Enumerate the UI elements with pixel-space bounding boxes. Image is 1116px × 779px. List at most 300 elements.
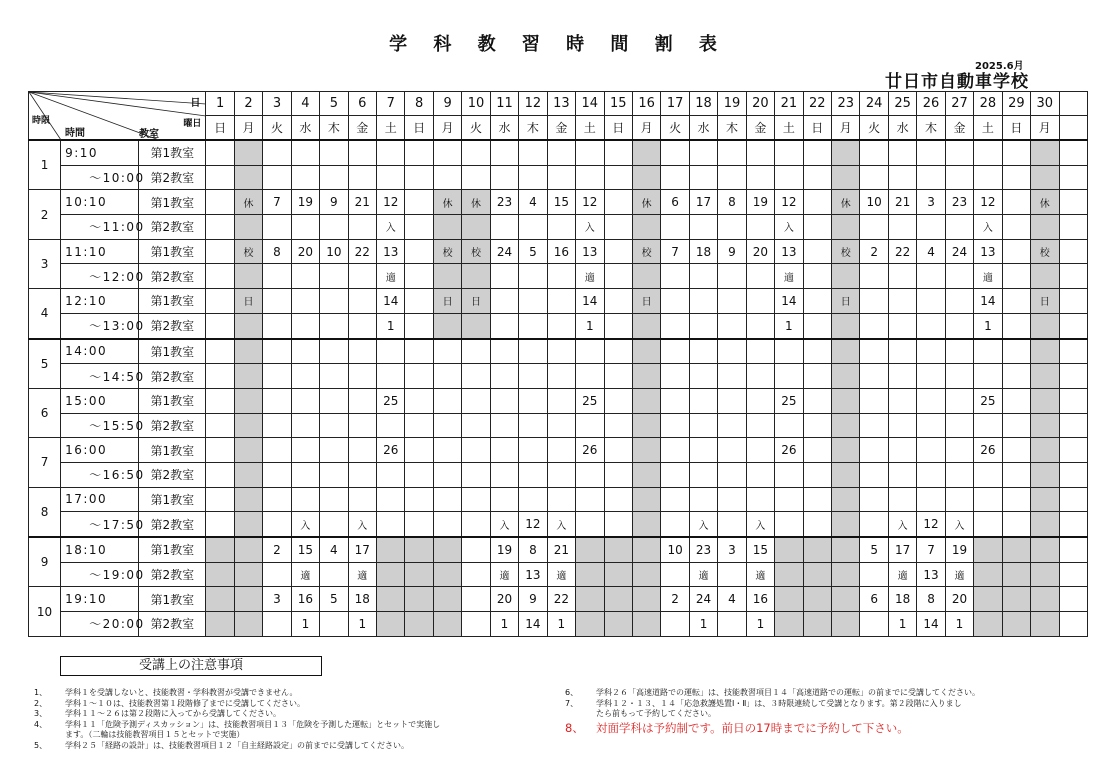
schedule-cell: 18	[348, 587, 376, 612]
empty-cell	[718, 562, 746, 587]
empty-cell	[348, 289, 376, 314]
empty-cell	[604, 239, 632, 264]
schedule-cell: 8	[917, 587, 945, 612]
room-name: 第1教室	[139, 190, 206, 215]
empty-cell	[775, 339, 803, 364]
empty-cell	[974, 165, 1002, 190]
empty-cell	[1002, 587, 1030, 612]
empty-cell	[547, 487, 575, 512]
empty-cell	[490, 215, 518, 240]
empty-cell	[320, 562, 348, 587]
empty-cell	[206, 264, 234, 289]
weekday: 水	[490, 116, 518, 141]
empty-cell	[490, 413, 518, 438]
note-text: 学科２６「高速道路での運転」は、技能教習項目１４「高速道路での運転」の前までに受講してください。	[596, 688, 980, 697]
empty-cell	[604, 313, 632, 338]
day-number: 7	[377, 92, 405, 116]
empty-cell	[888, 364, 916, 389]
note-item	[34, 720, 504, 731]
empty-cell	[661, 562, 689, 587]
empty-cell	[206, 239, 234, 264]
weekday: 日	[1002, 116, 1030, 141]
empty-cell	[1002, 413, 1030, 438]
schedule-cell: 15	[291, 537, 319, 562]
empty-cell	[320, 438, 348, 463]
day-number: 8	[405, 92, 433, 116]
empty-cell	[320, 388, 348, 413]
empty-cell	[377, 339, 405, 364]
empty-cell	[462, 264, 490, 289]
schedule-cell: 13	[377, 239, 405, 264]
schedule-cell: 校	[234, 239, 262, 264]
note-number: 2、	[34, 698, 48, 708]
schedule-cell: 6	[860, 587, 888, 612]
empty-cell	[547, 289, 575, 314]
day-number: 24	[860, 92, 888, 116]
empty-cell	[206, 215, 234, 240]
table-row	[29, 165, 1088, 190]
day-number: 21	[775, 92, 803, 116]
day-number: 14	[576, 92, 604, 116]
schedule-cell: 2	[263, 537, 291, 562]
empty-cell	[547, 339, 575, 364]
room-name: 第2教室	[139, 313, 206, 338]
weekday: 月	[1031, 116, 1059, 141]
empty-cell	[576, 562, 604, 587]
empty-cell	[234, 140, 262, 165]
schedule-cell: 入	[775, 215, 803, 240]
empty-cell	[974, 339, 1002, 364]
empty-cell	[263, 487, 291, 512]
empty-cell	[348, 438, 376, 463]
empty-cell	[1031, 537, 1059, 562]
empty-cell	[1059, 438, 1088, 463]
time-end: ～15:50	[61, 413, 139, 438]
period-number: 7	[29, 438, 61, 487]
table-row	[29, 289, 1088, 314]
day-number: 10	[462, 92, 490, 116]
note-text: 学科１１～２６は第２段階に入ってから受講してください。	[65, 709, 281, 718]
schedule-cell: 14	[519, 612, 547, 637]
empty-cell	[746, 462, 774, 487]
empty-cell	[832, 339, 860, 364]
empty-cell	[519, 438, 547, 463]
schedule-cell: 9	[519, 587, 547, 612]
empty-cell	[661, 512, 689, 537]
note-item	[565, 709, 1055, 720]
empty-cell	[547, 264, 575, 289]
empty-cell	[718, 313, 746, 338]
schedule-cell: 14	[775, 289, 803, 314]
schedule-cell: 13	[519, 562, 547, 587]
schedule-cell: 4	[917, 239, 945, 264]
empty-cell	[1031, 165, 1059, 190]
empty-cell	[945, 140, 973, 165]
note-number: 7、	[565, 698, 579, 708]
empty-cell	[206, 313, 234, 338]
empty-cell	[689, 140, 717, 165]
schedule-cell: 16	[547, 239, 575, 264]
empty-cell	[377, 462, 405, 487]
empty-cell	[576, 587, 604, 612]
empty-cell	[661, 289, 689, 314]
schedule-cell: 12	[775, 190, 803, 215]
period-number: 8	[29, 487, 61, 537]
empty-cell	[576, 537, 604, 562]
empty-cell	[945, 215, 973, 240]
schedule-cell: 日	[462, 289, 490, 314]
period-number: 1	[29, 140, 61, 190]
empty-cell	[632, 140, 660, 165]
empty-cell	[405, 612, 433, 637]
schedule-cell: 23	[490, 190, 518, 215]
empty-cell	[974, 462, 1002, 487]
empty-cell	[803, 537, 831, 562]
schedule-cell: 入	[888, 512, 916, 537]
empty-cell	[348, 313, 376, 338]
empty-cell	[519, 388, 547, 413]
schedule-cell: 2	[860, 239, 888, 264]
schedule-cell: 21	[888, 190, 916, 215]
empty-cell	[547, 462, 575, 487]
empty-cell	[832, 388, 860, 413]
empty-cell	[945, 339, 973, 364]
empty-cell	[206, 462, 234, 487]
empty-cell	[576, 413, 604, 438]
empty-cell	[803, 413, 831, 438]
empty-cell	[775, 413, 803, 438]
schedule-cell: 4	[519, 190, 547, 215]
time-end: ～16:50	[61, 462, 139, 487]
schedule-cell: 校	[433, 239, 461, 264]
empty-cell	[917, 462, 945, 487]
empty-cell	[945, 413, 973, 438]
empty-cell	[604, 364, 632, 389]
empty-cell	[832, 364, 860, 389]
empty-cell	[718, 388, 746, 413]
empty-cell	[1059, 264, 1088, 289]
empty-cell	[917, 264, 945, 289]
table-row	[29, 462, 1088, 487]
empty-cell	[689, 413, 717, 438]
schedule-cell: 24	[490, 239, 518, 264]
time-header-label: 時間	[65, 128, 85, 139]
empty-cell	[1059, 140, 1088, 165]
empty-cell	[291, 339, 319, 364]
empty-cell	[888, 264, 916, 289]
day-number: 3	[263, 92, 291, 116]
table-row	[29, 190, 1088, 215]
empty-cell	[291, 264, 319, 289]
empty-cell	[832, 215, 860, 240]
empty-cell	[632, 313, 660, 338]
time-start: 16:00	[61, 438, 139, 463]
empty-cell	[320, 413, 348, 438]
empty-cell	[234, 364, 262, 389]
empty-cell	[1031, 140, 1059, 165]
schedule-cell: 14	[974, 289, 1002, 314]
schedule-cell: 日	[1031, 289, 1059, 314]
empty-cell	[632, 438, 660, 463]
empty-cell	[746, 339, 774, 364]
empty-cell	[803, 190, 831, 215]
note-item	[565, 699, 1055, 710]
empty-cell	[604, 512, 632, 537]
empty-cell	[718, 264, 746, 289]
empty-cell	[1031, 462, 1059, 487]
empty-cell	[1002, 438, 1030, 463]
schedule-cell: 25	[377, 388, 405, 413]
empty-cell	[661, 140, 689, 165]
room-name: 第2教室	[139, 165, 206, 190]
empty-cell	[718, 339, 746, 364]
empty-cell	[775, 462, 803, 487]
schedule-cell: 17	[888, 537, 916, 562]
schedule-cell: 休	[234, 190, 262, 215]
schedule-cell: 13	[576, 239, 604, 264]
empty-cell	[320, 289, 348, 314]
empty-cell	[433, 537, 461, 562]
room-name: 第2教室	[139, 462, 206, 487]
schedule-cell: 入	[291, 512, 319, 537]
note-item	[34, 741, 504, 752]
empty-cell	[462, 388, 490, 413]
empty-cell	[1002, 537, 1030, 562]
empty-cell	[320, 140, 348, 165]
empty-cell	[860, 313, 888, 338]
empty-cell	[832, 313, 860, 338]
day-number: 15	[604, 92, 632, 116]
empty-cell	[433, 413, 461, 438]
empty-cell	[405, 239, 433, 264]
empty-cell	[490, 313, 518, 338]
day-number: 11	[490, 92, 518, 116]
empty-cell	[206, 487, 234, 512]
schedule-cell: 1	[490, 612, 518, 637]
schedule-cell: 1	[377, 313, 405, 338]
empty-cell	[661, 388, 689, 413]
empty-cell	[632, 165, 660, 190]
empty-cell	[604, 587, 632, 612]
empty-cell	[405, 388, 433, 413]
empty-cell	[547, 364, 575, 389]
empty-cell	[234, 587, 262, 612]
empty-cell	[490, 264, 518, 289]
room-name: 第2教室	[139, 562, 206, 587]
period-number: 3	[29, 239, 61, 288]
schedule-cell: 7	[661, 239, 689, 264]
note-text: 学科２５「経路の設計」は、技能教習項目１２「自主経路設定」の前までに受講してください。	[65, 740, 409, 750]
timetable	[28, 91, 1088, 637]
empty-cell	[1059, 462, 1088, 487]
weekday: 水	[888, 116, 916, 141]
empty-cell	[462, 512, 490, 537]
empty-cell	[1059, 92, 1088, 116]
empty-cell	[405, 140, 433, 165]
empty-cell	[576, 364, 604, 389]
empty-cell	[263, 215, 291, 240]
empty-cell	[576, 165, 604, 190]
day-number: 30	[1031, 92, 1059, 116]
empty-cell	[917, 438, 945, 463]
empty-cell	[661, 487, 689, 512]
empty-cell	[661, 438, 689, 463]
empty-cell	[1059, 562, 1088, 587]
empty-cell	[746, 264, 774, 289]
room-name: 第2教室	[139, 215, 206, 240]
empty-cell	[547, 165, 575, 190]
empty-cell	[291, 313, 319, 338]
empty-cell	[1002, 388, 1030, 413]
note-item	[565, 688, 1055, 699]
empty-cell	[718, 289, 746, 314]
empty-cell	[604, 487, 632, 512]
room-header-label: 教室	[139, 129, 159, 140]
notes-left	[34, 688, 504, 751]
schedule-cell: 17	[348, 537, 376, 562]
empty-cell	[604, 388, 632, 413]
room-name: 第1教室	[139, 487, 206, 512]
empty-cell	[405, 512, 433, 537]
empty-cell	[1059, 190, 1088, 215]
empty-cell	[1002, 140, 1030, 165]
table-row	[29, 364, 1088, 389]
note-text: たら前もって予約してください。	[596, 709, 716, 718]
empty-cell	[433, 215, 461, 240]
empty-cell	[433, 438, 461, 463]
empty-cell	[718, 612, 746, 637]
schedule-cell: 適	[377, 264, 405, 289]
empty-cell	[860, 140, 888, 165]
empty-cell	[1031, 215, 1059, 240]
day-number: 27	[945, 92, 973, 116]
empty-cell	[547, 438, 575, 463]
empty-cell	[860, 289, 888, 314]
period-number: 10	[29, 587, 61, 636]
weekday: 水	[689, 116, 717, 141]
empty-cell	[661, 339, 689, 364]
empty-cell	[462, 364, 490, 389]
empty-cell	[519, 313, 547, 338]
day-number: 13	[547, 92, 575, 116]
empty-cell	[888, 388, 916, 413]
empty-cell	[433, 264, 461, 289]
empty-cell	[547, 388, 575, 413]
empty-cell	[234, 264, 262, 289]
empty-cell	[832, 438, 860, 463]
empty-cell	[263, 264, 291, 289]
schedule-cell: 日	[632, 289, 660, 314]
weekday: 金	[746, 116, 774, 141]
empty-cell	[1059, 413, 1088, 438]
room-name: 第1教室	[139, 587, 206, 612]
room-name: 第1教室	[139, 388, 206, 413]
empty-cell	[206, 339, 234, 364]
empty-cell	[263, 388, 291, 413]
empty-cell	[746, 215, 774, 240]
empty-cell	[490, 438, 518, 463]
empty-cell	[1002, 165, 1030, 190]
empty-cell	[604, 413, 632, 438]
schedule-cell: 校	[832, 239, 860, 264]
day-header-label: 日	[190, 98, 201, 109]
empty-cell	[945, 462, 973, 487]
weekday-header-label: 曜日	[183, 119, 202, 129]
empty-cell	[547, 413, 575, 438]
schedule-cell: 入	[689, 512, 717, 537]
page-title: 学 科 教 習 時 間 割 表	[389, 34, 727, 55]
empty-cell	[405, 313, 433, 338]
empty-cell	[490, 165, 518, 190]
notes-right	[565, 688, 1055, 736]
weekday: 月	[433, 116, 461, 141]
schedule-cell: 入	[974, 215, 1002, 240]
schedule-cell: 適	[775, 264, 803, 289]
empty-cell	[689, 289, 717, 314]
empty-cell	[206, 140, 234, 165]
empty-cell	[917, 289, 945, 314]
empty-cell	[547, 313, 575, 338]
empty-cell	[234, 313, 262, 338]
empty-cell	[1002, 289, 1030, 314]
empty-cell	[291, 215, 319, 240]
empty-cell	[917, 140, 945, 165]
note-text: 学科１１「危険予測ディスカッション」は、技能教習項目１３「危険を予測した運転」とセットで実施し	[65, 719, 441, 729]
empty-cell	[519, 165, 547, 190]
empty-cell	[661, 364, 689, 389]
time-start: 17:00	[61, 487, 139, 512]
notes-title: 受講上の注意事項	[60, 656, 322, 676]
schedule-cell: 1	[746, 612, 774, 637]
schedule-cell: 校	[1031, 239, 1059, 264]
schedule-cell: 1	[945, 612, 973, 637]
empty-cell	[547, 215, 575, 240]
empty-cell	[490, 339, 518, 364]
empty-cell	[632, 512, 660, 537]
empty-cell	[632, 339, 660, 364]
period-number: 5	[29, 339, 61, 389]
empty-cell	[746, 413, 774, 438]
schedule-cell: 23	[689, 537, 717, 562]
time-end: ～14:50	[61, 364, 139, 389]
day-number: 6	[348, 92, 376, 116]
empty-cell	[632, 587, 660, 612]
empty-cell	[405, 165, 433, 190]
empty-cell	[234, 413, 262, 438]
empty-cell	[860, 388, 888, 413]
schedule-cell: 19	[490, 537, 518, 562]
table-row	[29, 264, 1088, 289]
empty-cell	[974, 537, 1002, 562]
empty-cell	[263, 462, 291, 487]
empty-cell	[433, 462, 461, 487]
empty-cell	[718, 364, 746, 389]
schedule-cell: 26	[576, 438, 604, 463]
schedule-cell: 1	[689, 612, 717, 637]
empty-cell	[604, 339, 632, 364]
schedule-cell: 休	[1031, 190, 1059, 215]
empty-cell	[519, 140, 547, 165]
schedule-cell: 18	[888, 587, 916, 612]
empty-cell	[917, 487, 945, 512]
schedule-cell: 校	[632, 239, 660, 264]
schedule-cell: 5	[860, 537, 888, 562]
empty-cell	[433, 388, 461, 413]
empty-cell	[462, 537, 490, 562]
empty-cell	[888, 413, 916, 438]
empty-cell	[1002, 462, 1030, 487]
empty-cell	[860, 264, 888, 289]
